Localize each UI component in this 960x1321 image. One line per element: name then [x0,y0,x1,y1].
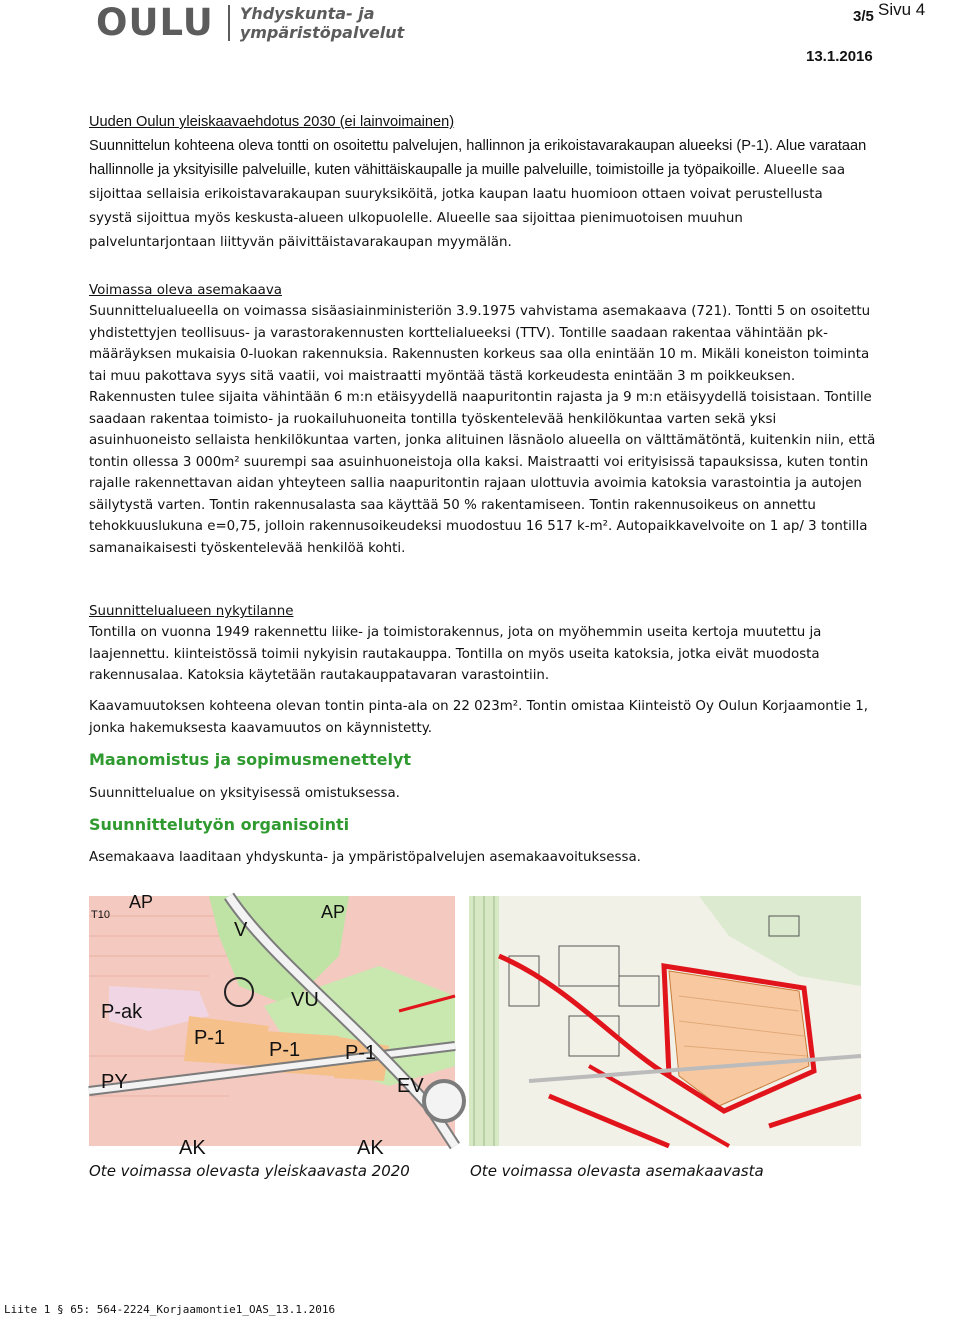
yleiskaava-heading: Uuden Oulun yleiskaavaehdotus 2030 (ei lainvoimainen) [89,114,455,130]
oulu-logo [96,2,404,44]
page-label: Sivu 4 [878,0,926,19]
yleiskaava-body [89,134,869,255]
asemakaava-map-caption: Ote voimassa olevasta asemakaavasta [470,1162,764,1180]
map-label-ap1: AP [129,892,154,912]
map-label-t10: T10 [91,909,110,921]
maanomistus-heading: Maanomistus ja sopimusmenettelyt [89,750,412,769]
header-date: 13.1.2016 [806,48,873,65]
nykytilanne-body2: Kaavamuutoksen kohteena olevan tontin pinta-ala on 22 023m². Tontin omistaa Kiinteistö Oy Oulun Korjaamontie 1, jonka hakemuksesta kaavamuutos on käynnistetty. [89,699,869,736]
yleiskaava-body-arial: Suunnittelun kohteena oleva tontti on osoitettu palvelujen, hallinnon ja erikoistavarakaupan alueeksi (P-1). Alue varataan hallinnolle ja yksityisille palveluille, kuten vähittäiskaupalle ja muille palveluille, toimistoille ja työpaikoille. [89,138,867,178]
yleiskaava-map [89,892,455,1159]
map-label-p1-b: P-1 [269,1039,301,1061]
organisointi-body: Asemakaava laaditaan yhdyskunta- ja ympäristöpalvelujen asemakaavoituksessa. [89,850,641,865]
map-label-vu: VU [291,989,319,1011]
logo-subtitle-line2: ympäristöpalvelut [239,23,405,42]
map-label-p1-a: P-1 [194,1027,226,1049]
yleiskaava-map-caption: Ote voimassa olevasta yleiskaavasta 2020 [89,1162,410,1180]
map-label-ev: EV [397,1075,424,1097]
asemakaava-map-graphic [469,896,861,1146]
maanomistus-body: Suunnittelualue on yksityisessä omistuksessa. [89,786,400,801]
logo-subtitle-line1: Yhdyskunta- ja [239,4,375,23]
organisointi-heading: Suunnittelutyön organisointi [89,815,350,834]
logo-wordmark: OULU [96,1,214,44]
asemakaava-heading: Voimassa oleva asemakaava [89,283,282,298]
asemakaava-map [469,896,861,1146]
map-label-pak: P-ak [101,1001,143,1023]
logo-separator [228,5,230,41]
page-fraction: 3/5 [853,8,874,25]
nykytilanne-heading: Suunnittelualueen nykytilanne [89,604,294,619]
map-label-ak1: AK [179,1137,206,1159]
yleiskaava-map-graphic [89,892,455,1159]
map-label-p1-c: P-1 [345,1042,377,1064]
footer-reference: Liite 1 § 65: 564-2224_Korjaamontie1_OAS_13.1.2016 [4,1303,336,1316]
nykytilanne-body: Tontilla on vuonna 1949 rakennettu liike- ja toimistorakennus, jota on myöhemmin useita kertoja muutettu ja laajennettu. kiinteistössä toimii nykyisin rautakauppa. Tontilla on myös useita katoksia, jotka eivät muodosta rakennusalaa. Katoksia käytetään rautakauppatavaran varastointiin. [89,625,822,683]
map-label-v: V [234,919,248,941]
map-label-py: PY [101,1071,128,1093]
map-label-ak2: AK [357,1137,384,1159]
asemakaava-body: Suunnittelualueella on voimassa sisäasiainministeriön 3.9.1975 vahvistama asemakaava (721). Tontti 5 on osoitettu yhdistettyjen teollisuus- ja varastorakennusten korttelialueeksi (TTV). Tontille saadaan rakentaa vähintään pk- määräyksen mukaisia 0-luokan rakennuksia. Rakennusten korkeus saa olla enintään 10 m. Mikäli koneiston toiminta tai muu pakottava syys sitä vaatii, voi maistraatti myöntää tästä korkeudesta enintään 3 m poikkeuksen. Rakennusten tulee sijaita vähintään 6 m:n etäisyydellä naapuritontin rajasta ja 9 m:n etäisyydellä toisistaan. Tontille saadaan rakentaa toimisto- ja ruokailuhuoneita tontilla työskentelevää henkilökuntaa varten sekä yksi asuinhuoneisto sellaista henkilökuntaa varten, jonka alituinen läsnäolo alueella on välttämätöntä, kuitenkin niin, että tontin ollessa 3 000m² suurempi saa asuinhuoneistoja olla kaksi. Maistraatti voi erityisissä tapauksissa, kuten tontin rajalle rakennettavan aidan yhteyteen sallia naapuritontin rajaan ulottuvia avoimia katoksia varastointia ja autojen säilytystä varten. Tontin rakennusalasta saa käyttää 50 % rakentamiseen. Tontin rakennusoikeus on annettu tehokkuuslukuna e=0,75, jolloin rakennusoikeudeksi muodostuu 16 517 k-m². Autopaikkavelvoite on 1 ap/ 3 tontilla samanaikaisesti työskentelevää henkilöä kohti. [89,304,876,556]
map-label-ap2: AP [321,902,346,922]
logo-subtitle [240,4,404,42]
yleiskaava-body-calibri: Alueelle saa sijoittaa sellaisia erikoistavarakaupan suuryksiköitä, jotka kaupan laatu huomioon ottaen voivat perustellusta syystä sijoittua myös keskusta-alueen ulkopuolelle. Alueelle saa sijoittaa pienimuotoisen muuhun palveluntarjontaan liittyvän päivittäistavarakaupan myymälän. [89,163,846,250]
